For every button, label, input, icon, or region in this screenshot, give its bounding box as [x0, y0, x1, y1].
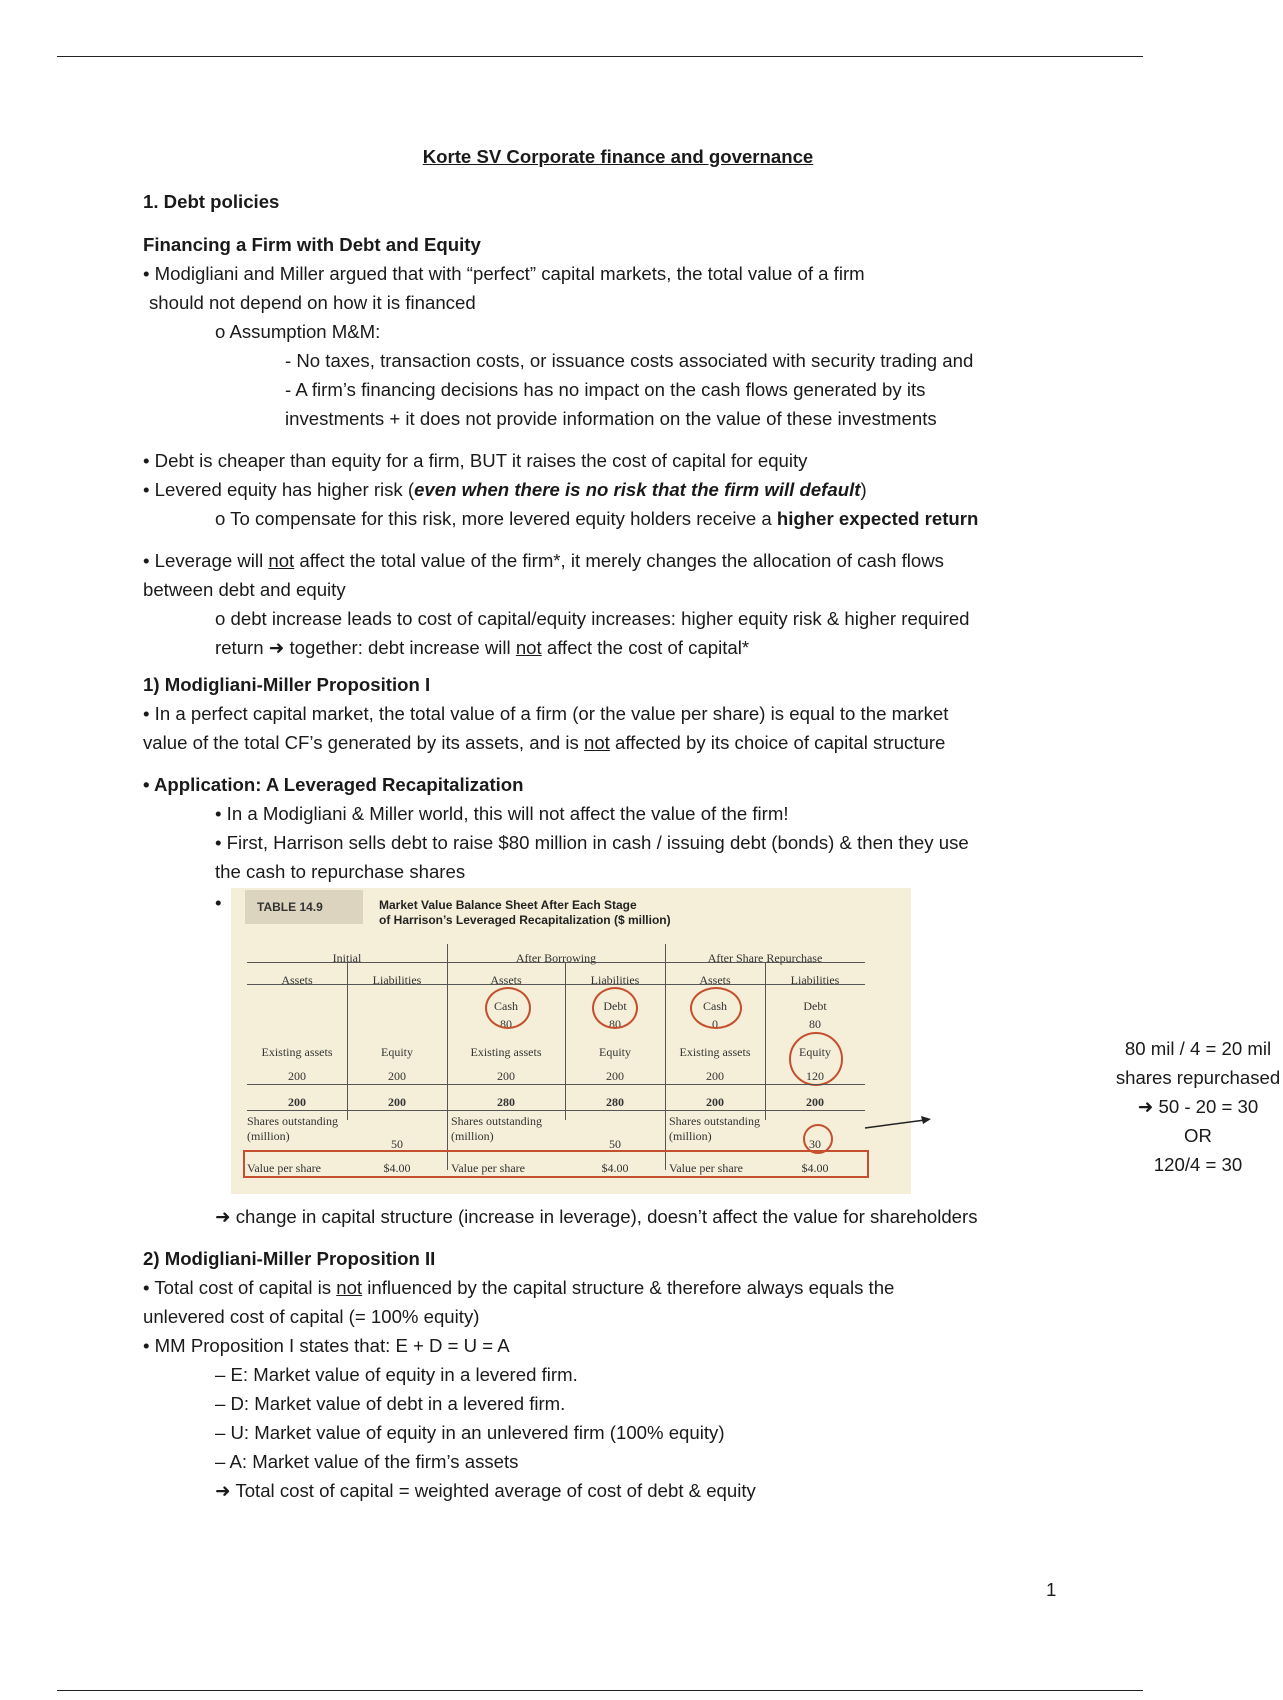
column-header: Liabilities	[372, 973, 422, 987]
table-cell: 120	[806, 1069, 824, 1083]
side-note: 80 mil / 4 = 20 mil shares repurchased ➜ 50 - 20 = 30 OR 120/4 = 30	[1115, 1038, 1281, 1175]
sub-bullet: return ➜ together: debt increase will not affect the cost of capital*	[215, 637, 750, 658]
table-cell: 200	[497, 1069, 515, 1083]
sub-sub-bullet: investments + it does not provide information on the value of these investments	[285, 408, 937, 429]
bullet-debt-cheaper: • Debt is cheaper than equity for a firm, BUT it raises the cost of capital for equity	[143, 450, 808, 471]
sub-sub-bullet: - No taxes, transaction costs, or issuance costs associated with security trading and	[285, 350, 974, 371]
table-figure-row	[215, 888, 1281, 1198]
vps-value: $4.00	[383, 1161, 411, 1175]
debt-label: Debt	[603, 999, 627, 1013]
column-header: Assets	[490, 973, 522, 987]
bullet-levered-equity: • Levered equity has higher risk (even when there is no risk that the firm will default)	[143, 479, 867, 500]
equity-label: Equity	[381, 1045, 413, 1059]
top-rule	[57, 56, 1143, 57]
page-title: Korte SV Corporate finance and governance	[422, 146, 814, 167]
definition-d: – D: Market value of debt in a levered firm.	[215, 1393, 566, 1414]
paragraph-line: value of the total CF’s generated by its assets, and is not affected by its choice of capital structure	[143, 732, 946, 753]
highlight-circle	[485, 987, 531, 1029]
existing-assets-label: Existing assets	[470, 1045, 542, 1059]
highlight-circle	[690, 987, 742, 1029]
sub-sub-bullet: - A firm’s financing decisions has no impact on the cash flows generated by its	[285, 379, 926, 400]
column-header: Liabilities	[790, 973, 840, 987]
total-cell: 200	[806, 1095, 824, 1109]
debt-value: 80	[609, 1017, 621, 1031]
vps-label: Value per share	[451, 1161, 525, 1175]
paragraph-line: • Total cost of capital is not influenced by the capital structure & therefore always equals the	[143, 1277, 895, 1298]
shares-label: Shares outstanding (million)	[451, 1114, 542, 1143]
debt-label: Debt	[803, 999, 827, 1013]
paragraph-line: should not depend on how it is financed	[149, 292, 476, 313]
highlight-circle	[789, 1032, 843, 1086]
shares-value: 50	[609, 1137, 621, 1151]
table-tag: TABLE 14.9	[245, 890, 363, 924]
total-cell: 200	[706, 1095, 724, 1109]
column-header: Assets	[699, 973, 731, 987]
group-header: After Share Repurchase	[707, 951, 823, 965]
heading-mm-proposition-2: 2) Modigliani-Miller Proposition II	[143, 1248, 436, 1269]
paragraph-line: • In a perfect capital market, the total value of a firm (or the value per share) is equal to the market	[143, 703, 949, 724]
cash-label: Cash	[703, 999, 727, 1013]
column-header: Liabilities	[590, 973, 640, 987]
page-number: 1	[1046, 1579, 1057, 1600]
existing-assets-label: Existing assets	[679, 1045, 751, 1059]
vps-label: Value per share	[669, 1161, 743, 1175]
vps-value: $4.00	[801, 1161, 829, 1175]
sub-bullet: o Assumption M&M:	[215, 321, 381, 342]
total-cell: 280	[606, 1095, 624, 1109]
paragraph-line: between debt and equity	[143, 579, 346, 600]
heading-mm-proposition-1: 1) Modigliani-Miller Proposition I	[143, 674, 431, 695]
cash-label: Cash	[494, 999, 518, 1013]
total-cell: 200	[388, 1095, 406, 1109]
vps-value: $4.00	[601, 1161, 629, 1175]
table-cell: 200	[388, 1069, 406, 1083]
figure-bullet: •	[215, 892, 222, 913]
table-14-9-image	[231, 888, 911, 1194]
cash-value: 80	[500, 1017, 512, 1031]
group-header: Initial	[332, 951, 362, 965]
sub-bullet: • First, Harrison sells debt to raise $80 million in cash / issuing debt (bonds) & then they use	[215, 832, 969, 853]
arrow-icon	[865, 1114, 935, 1134]
mm2-conclusion: ➜ Total cost of capital = weighted average of cost of debt & equity	[215, 1480, 756, 1501]
total-cell: 280	[497, 1095, 515, 1109]
sub-bullet-compensate: o To compensate for this risk, more levered equity holders receive a higher expected return	[215, 508, 979, 529]
bullet-leverage: • Leverage will not affect the total value of the firm*, it merely changes the allocation of cash flows	[143, 550, 944, 571]
existing-assets-label: Existing assets	[261, 1045, 333, 1059]
definition-a: – A: Market value of the firm’s assets	[215, 1451, 519, 1472]
table-cell: 200	[288, 1069, 306, 1083]
group-header: After Borrowing	[515, 951, 597, 965]
equity-label: Equity	[799, 1045, 831, 1059]
shares-label: Shares outstanding (million)	[669, 1114, 760, 1143]
shares-label: Shares outstanding (million)	[247, 1114, 338, 1143]
cash-value: 0	[712, 1017, 718, 1031]
section-heading-debt-policies: 1. Debt policies	[143, 191, 280, 212]
table-cell: 200	[606, 1069, 624, 1083]
highlight-circle	[592, 987, 638, 1029]
table-caption: Market Value Balance Sheet After Each Stage of Harrison’s Leveraged Recapitalization ($ million)	[379, 898, 671, 927]
debt-value: 80	[809, 1017, 821, 1031]
sub-bullet: • In a Modigliani & Miller world, this will not affect the value of the firm!	[215, 803, 789, 824]
sub-bullet: o debt increase leads to cost of capital/equity increases: higher equity risk & higher required	[215, 608, 970, 629]
bottom-rule	[57, 1690, 1143, 1691]
figure-conclusion: ➜ change in capital structure (increase in leverage), doesn’t affect the value for shareholders	[215, 1206, 978, 1227]
definition-u: – U: Market value of equity in an unlevered firm (100% equity)	[215, 1422, 725, 1443]
bullet-mm-prop1: • MM Proposition I states that: E + D = U = A	[143, 1335, 510, 1356]
table-cell: 200	[706, 1069, 724, 1083]
total-cell: 200	[288, 1095, 306, 1109]
shares-value: 50	[391, 1137, 403, 1151]
heading-application: • Application: A Leveraged Recapitalization	[143, 774, 524, 795]
paragraph-line: unlevered cost of capital (= 100% equity)	[143, 1306, 480, 1327]
definition-e: – E: Market value of equity in a levered firm.	[215, 1364, 578, 1385]
column-header: Assets	[281, 973, 313, 987]
sub-bullet: the cash to repurchase shares	[215, 861, 466, 882]
heading-financing: Financing a Firm with Debt and Equity	[143, 234, 481, 255]
equity-label: Equity	[599, 1045, 631, 1059]
paragraph-line: • Modigliani and Miller argued that with “perfect” capital markets, the total value of a firm	[143, 263, 865, 284]
document-body	[143, 142, 1281, 1505]
shares-value: 30	[809, 1137, 821, 1151]
vps-label: Value per share	[247, 1161, 321, 1175]
